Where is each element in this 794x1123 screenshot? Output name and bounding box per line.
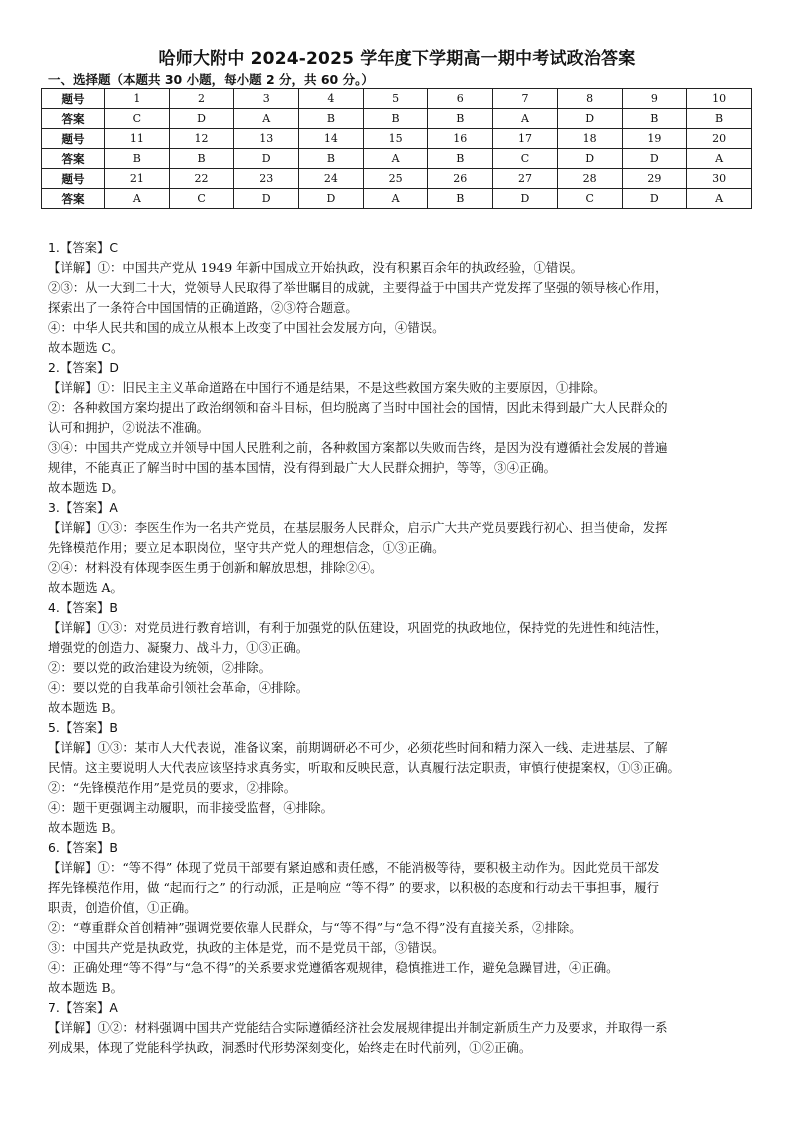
table-cell: 14 [299, 129, 364, 149]
table-row [42, 129, 752, 149]
table-cell: B [169, 149, 234, 169]
table-cell: D [299, 189, 364, 209]
table-cell: 28 [557, 169, 622, 189]
table-cell: 17 [493, 129, 558, 149]
explanation-line: 故本题选 A。 [48, 580, 123, 595]
table-cell: A [493, 109, 558, 129]
answer-line: 4.【答案】B [48, 600, 118, 615]
explanation-line: ②③：从一大到二十大，党领导人民取得了举世瞩目的成就，主要得益于中国共产党发挥了坚强的领导核心作用， [48, 280, 668, 295]
explanation-line: 【详解】①：中国共产党从 1949 年新中国成立开始执政，没有积累百余年的执政经验，①错误。 [48, 260, 584, 275]
answer-line: 2.【答案】D [48, 360, 119, 375]
table-cell: B [363, 109, 428, 129]
row-label: 题号 [42, 169, 105, 189]
table-cell: D [557, 109, 622, 129]
explanation-line: 先锋模范作用；要立足本职岗位，坚守共产党人的理想信念，①③正确。 [48, 540, 445, 555]
explanation-line: 【详解】①③：对党员进行教育培训，有利于加强党的队伍建设，巩固党的执政地位，保持党的先进性和纯洁性， [48, 620, 668, 635]
table-cell: B [428, 189, 493, 209]
explanation-line: ④：要以党的自我革命引领社会革命，④排除。 [48, 680, 309, 695]
page-title: 哈师大附中 2024-2025 学年度下学期高一期中考试政治答案 [158, 49, 636, 69]
explanation-line: 【详解】①：“等不得” 体现了党员干部要有紧迫感和责任感，不能消极等待，要积极主动作为。因此党员干部发 [48, 860, 660, 875]
table-cell: 1 [105, 89, 170, 109]
explanation-line: 故本题选 B。 [48, 700, 123, 715]
table-cell: 18 [557, 129, 622, 149]
answer-line: 6.【答案】B [48, 840, 118, 855]
table-cell: 9 [622, 89, 687, 109]
explanation-line: ②④：材料没有体现李医生勇于创新和解放思想，排除②④。 [48, 560, 383, 575]
table-cell: A [687, 189, 752, 209]
table-cell: 8 [557, 89, 622, 109]
explanation-line: 故本题选 B。 [48, 980, 123, 995]
table-cell: B [428, 109, 493, 129]
table-cell: 30 [687, 169, 752, 189]
table-row [42, 149, 752, 169]
explanation-line: ③：中国共产党是执政党，执政的主体是党，而不是党员干部，③错误。 [48, 940, 445, 955]
table-row [42, 169, 752, 189]
table-cell: 3 [234, 89, 299, 109]
table-cell: D [234, 189, 299, 209]
row-label: 答案 [42, 149, 105, 169]
explanation-line: 规律，不能真正了解当时中国的基本国情，没有得到最广大人民群众拥护，等等，③④正确。 [48, 460, 557, 475]
table-row [42, 89, 752, 109]
table-cell: C [493, 149, 558, 169]
table-cell: A [234, 109, 299, 129]
table-cell: D [169, 109, 234, 129]
row-label: 答案 [42, 189, 105, 209]
table-cell: 19 [622, 129, 687, 149]
table-cell: 5 [363, 89, 428, 109]
table-cell: 15 [363, 129, 428, 149]
explanation-line: ②：“先锋模范作用”是党员的要求，②排除。 [48, 780, 297, 795]
explanation-line: 列成果，体现了党能科学执政，洞悉时代形势深刻变化，始终走在时代前列，①②正确。 [48, 1040, 532, 1055]
explanation-line: 【详解】①②：材料强调中国共产党能结合实际遵循经济社会发展规律提出并制定新质生产力及要求，并取得一系 [48, 1020, 668, 1035]
explanation-line: 故本题选 C。 [48, 340, 124, 355]
explanation-line: 认可和拥护，②说法不准确。 [48, 420, 210, 435]
explanation-line: 增强党的创造力、凝聚力、战斗力，①③正确。 [48, 640, 309, 655]
table-cell: 22 [169, 169, 234, 189]
table-cell: C [169, 189, 234, 209]
table-cell: D [493, 189, 558, 209]
explanation-line: 【详解】①③：某市人大代表说，准备议案，前期调研必不可少，必须花些时间和精力深入一线、走进基层、了解 [48, 740, 668, 755]
table-cell: 20 [687, 129, 752, 149]
answer-line: 3.【答案】A [48, 500, 118, 515]
explanation-line: ②：各种救国方案均提出了政治纲领和奋斗目标，但均脱离了当时中国社会的国情，因此未得到最广大人民群众的 [48, 400, 668, 415]
table-cell: D [622, 149, 687, 169]
row-label: 题号 [42, 129, 105, 149]
table-cell: B [687, 109, 752, 129]
table-cell: D [234, 149, 299, 169]
explanation-line: 【详解】①：旧民主主义革命道路在中国行不通是结果，不是这些救国方案失败的主要原因，①排除。 [48, 380, 606, 395]
table-cell: A [687, 149, 752, 169]
table-cell: B [105, 149, 170, 169]
explanation-line: 职责，创造价值，①正确。 [48, 900, 197, 915]
table-cell: 27 [493, 169, 558, 189]
answer-line: 7.【答案】A [48, 1000, 118, 1015]
table-cell: A [105, 189, 170, 209]
explanation-line: ④：中华人民共和国的成立从根本上改变了中国社会发展方向，④错误。 [48, 320, 445, 335]
explanation-line: ④：正确处理“等不得”与“急不得”的关系要求党遵循客观规律，稳慎推进工作，避免急躁冒进，④正确。 [48, 960, 619, 975]
table-cell: 26 [428, 169, 493, 189]
explanation-line: ②：“尊重群众首创精神”强调党要依靠人民群众，与“等不得”与“急不得”没有直接关系，②排除。 [48, 920, 582, 935]
explanation-line: 故本题选 B。 [48, 820, 123, 835]
explanation-line: ②：要以党的政治建设为统领，②排除。 [48, 660, 272, 675]
answer-table [41, 88, 752, 209]
explanation-line: 故本题选 D。 [48, 480, 124, 495]
table-cell: A [363, 189, 428, 209]
explanation-line: 探索出了一条符合中国国情的正确道路，②③符合题意。 [48, 300, 358, 315]
table-cell: 21 [105, 169, 170, 189]
table-cell: 10 [687, 89, 752, 109]
table-cell: B [299, 149, 364, 169]
table-cell: 16 [428, 129, 493, 149]
table-cell: B [299, 109, 364, 129]
row-label: 答案 [42, 109, 105, 129]
table-cell: 11 [105, 129, 170, 149]
table-cell: 2 [169, 89, 234, 109]
explanation-line: 民情。这主要说明人大代表应该坚持求真务实，听取和反映民意，认真履行法定职责，审慎行使提案权，①③正确。 [48, 760, 680, 775]
table-cell: B [622, 109, 687, 129]
table-cell: 6 [428, 89, 493, 109]
table-cell: A [363, 149, 428, 169]
table-cell: D [557, 149, 622, 169]
answer-line: 5.【答案】B [48, 720, 118, 735]
table-cell: 7 [493, 89, 558, 109]
table-cell: B [428, 149, 493, 169]
table-cell: C [105, 109, 170, 129]
explanation-line: 【详解】①③：李医生作为一名共产党员，在基层服务人民群众，启示广大共产党员要践行初心、担当使命，发挥 [48, 520, 668, 535]
table-cell: 24 [299, 169, 364, 189]
table-cell: C [557, 189, 622, 209]
explanation-body [48, 238, 758, 1058]
explanation-line: ④：题干更强调主动履职，而非接受监督，④排除。 [48, 800, 333, 815]
table-cell: D [622, 189, 687, 209]
section-heading: 一、选择题（本题共 30 小题，每小题 2 分，共 60 分。） [48, 72, 374, 87]
explanation-line: 挥先锋模范作用，做 “起而行之” 的行动派，正是响应 “等不得” 的要求，以积极的态度和行动去干事担事，履行 [48, 880, 660, 895]
table-cell: 23 [234, 169, 299, 189]
table-cell: 13 [234, 129, 299, 149]
table-cell: 4 [299, 89, 364, 109]
row-label: 题号 [42, 89, 105, 109]
table-row [42, 189, 752, 209]
explanation-line: ③④：中国共产党成立并领导中国人民胜利之前，各种救国方案都以失败而告终，是因为没有遵循社会发展的普遍 [48, 440, 668, 455]
table-cell: 12 [169, 129, 234, 149]
table-cell: 29 [622, 169, 687, 189]
table-cell: 25 [363, 169, 428, 189]
answer-line: 1.【答案】C [48, 240, 119, 255]
table-row [42, 109, 752, 129]
